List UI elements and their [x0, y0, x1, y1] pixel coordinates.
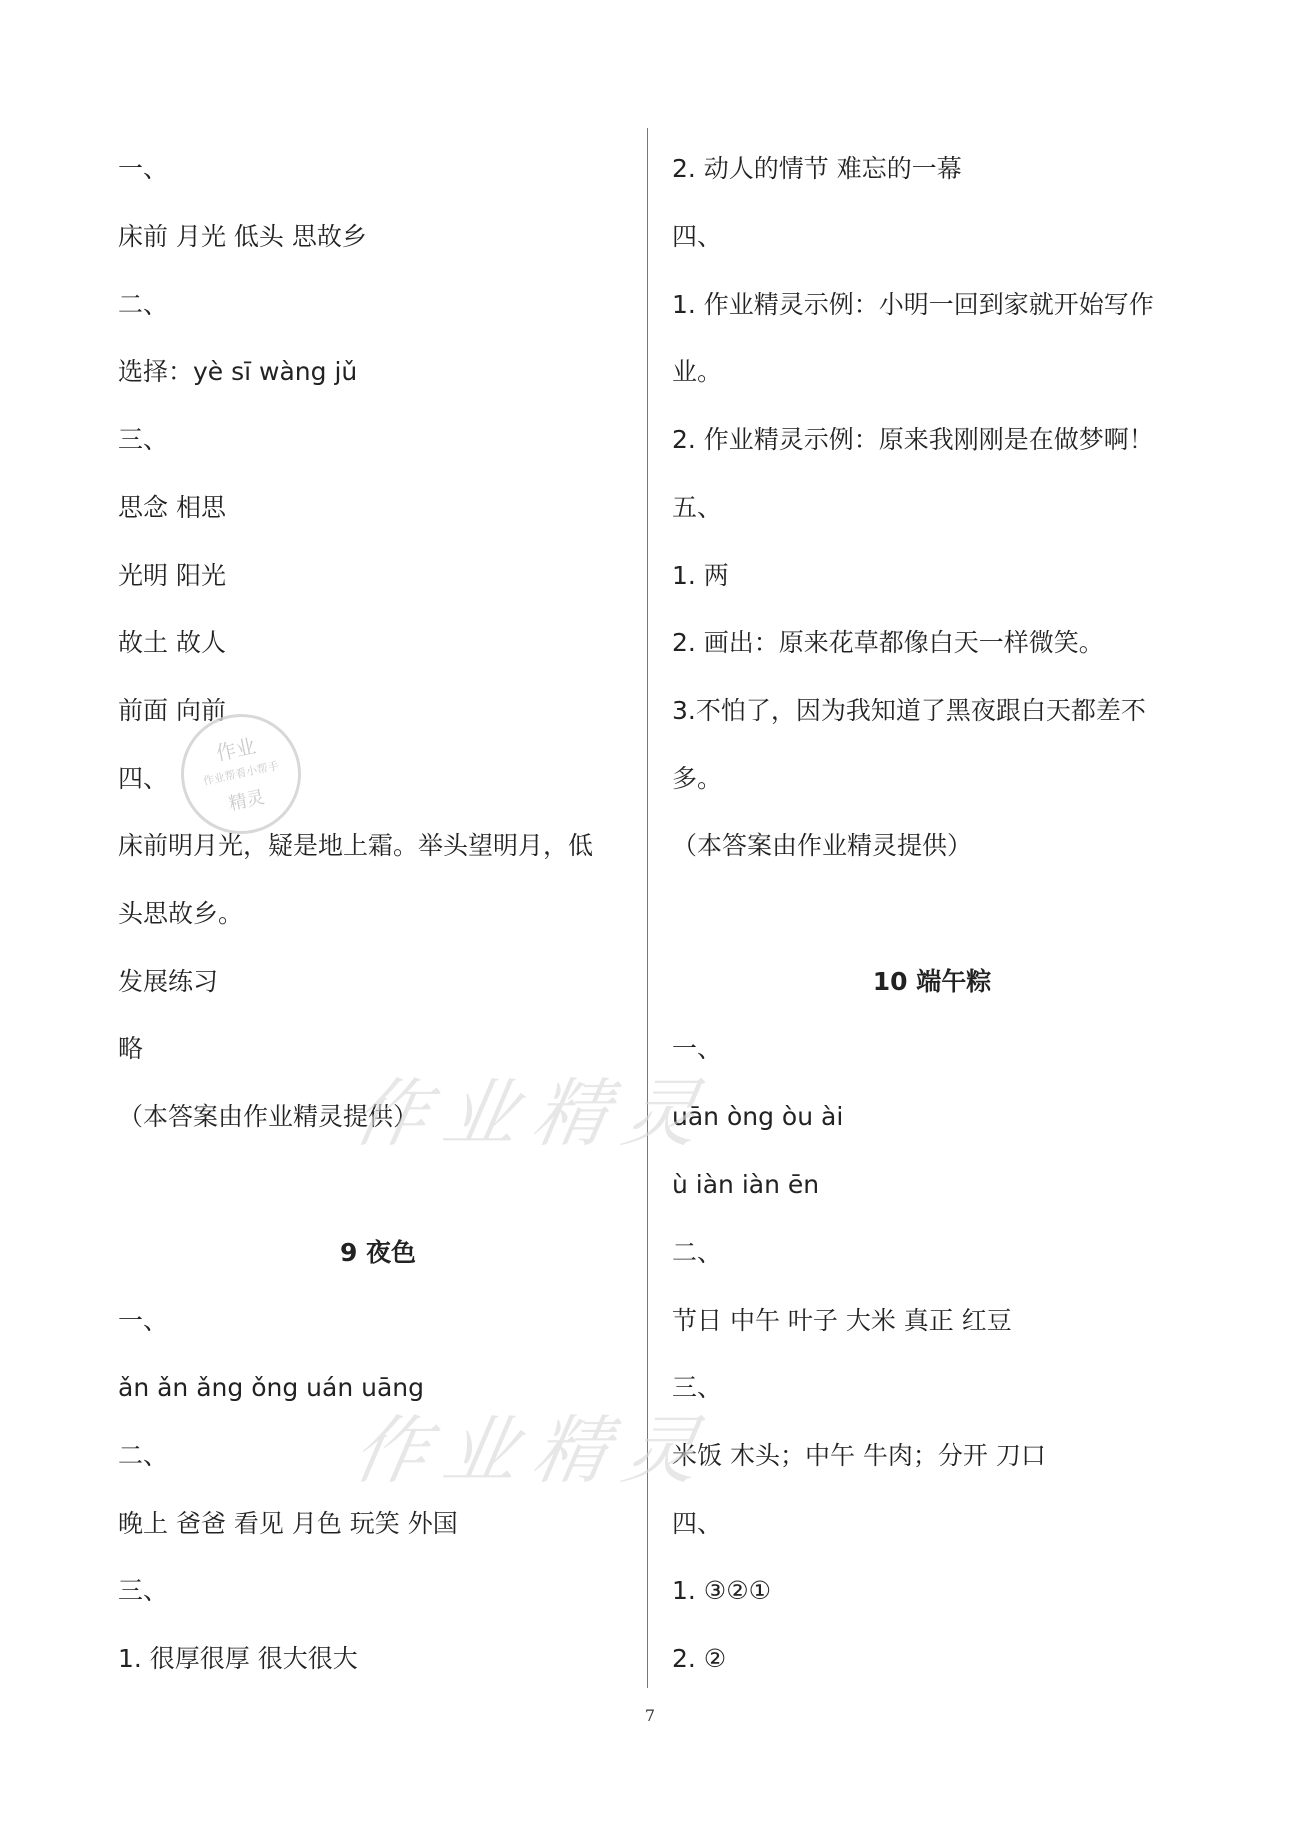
page-number: 7: [644, 1706, 656, 1725]
answer-line: 多。: [672, 764, 723, 793]
stamp-top-text: 作业: [213, 733, 258, 766]
answer-line: 米饭 木头；中午 牛肉；分开 刀口: [672, 1441, 1046, 1470]
source-note: （本答案由作业精灵提供）: [672, 831, 973, 860]
answer-line: 1. 两: [672, 561, 729, 590]
stamp-middle-text: 作业帮看小帮手: [201, 759, 280, 788]
answer-line: 选择：yè sī wàng jǔ: [118, 357, 358, 386]
answer-line: 3.不怕了，因为我知道了黑夜跟白天都差不: [672, 696, 1146, 725]
answer-line: 头思故乡。: [118, 899, 244, 928]
answer-line: 2. 作业精灵示例：原来我刚刚是在做梦啊！: [672, 425, 1154, 454]
lesson-10-title: 10 端午粽: [872, 967, 992, 996]
answer-line: 思念 相思: [118, 493, 226, 522]
answer-line: uān òng òu ài: [672, 1102, 844, 1131]
section-heading-1: 一、: [118, 154, 169, 183]
answer-line: 略: [118, 1034, 144, 1063]
section-heading-2: 二、: [118, 290, 169, 319]
answer-line: 晚上 爸爸 看见 月色 玩笑 外国: [118, 1509, 458, 1538]
answer-line: ù iàn iàn ēn: [672, 1170, 820, 1199]
section-heading-4: 四、: [672, 222, 723, 251]
watermark: 作业精灵: [346, 1071, 722, 1157]
section-heading-3: 三、: [118, 425, 169, 454]
section-heading-5: 五、: [672, 493, 723, 522]
answer-line: 1. ③②①: [672, 1576, 772, 1605]
section-heading-3: 三、: [672, 1373, 723, 1402]
answer-line: 床前明月光，疑是地上霜。举头望明月，低: [118, 831, 594, 860]
watermark: 作业精灵: [346, 1408, 722, 1494]
answer-line: 2. ②: [672, 1644, 727, 1673]
section-heading-3: 三、: [118, 1576, 169, 1605]
lesson-9-title: 9 夜色: [339, 1238, 417, 1267]
section-heading-1: 一、: [672, 1034, 723, 1063]
answer-line: 业。: [672, 357, 723, 386]
practice-heading: 发展练习: [118, 967, 219, 996]
answer-line: 1. 作业精灵示例：小明一回到家就开始写作: [672, 290, 1154, 319]
section-heading-4: 四、: [118, 764, 169, 793]
section-heading-1: 一、: [118, 1306, 169, 1335]
section-heading-2: 二、: [118, 1441, 169, 1470]
answer-line: 2. 动人的情节 难忘的一幕: [672, 154, 962, 183]
answer-line: 前面 向前: [118, 696, 226, 725]
section-heading-2: 二、: [672, 1238, 723, 1267]
answer-line: 光明 阳光: [118, 561, 226, 590]
answer-line: 故土 故人: [118, 628, 226, 657]
answer-line: 1. 很厚很厚 很大很大: [118, 1644, 358, 1673]
section-heading-4: 四、: [672, 1509, 723, 1538]
answer-line: 2. 画出：原来花草都像白天一样微笑。: [672, 628, 1104, 657]
answer-line: ǎn ǎn ǎng ǒng uán uāng: [118, 1373, 424, 1402]
answer-line: 节日 中午 叶子 大米 真正 红豆: [672, 1306, 1012, 1335]
source-note: （本答案由作业精灵提供）: [118, 1102, 419, 1131]
answer-line: 床前 月光 低头 思故乡: [118, 222, 367, 251]
stamp-bottom-text: 精灵: [226, 786, 267, 815]
